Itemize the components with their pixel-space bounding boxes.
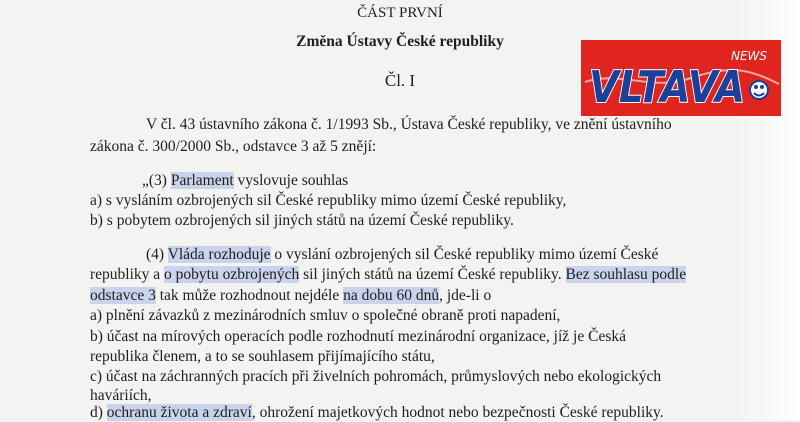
highlight-ochrana: ochranu života a zdraví (106, 404, 252, 421)
para4-item-c-line-2: haváriích, (90, 387, 152, 404)
highlight-odstavce: odstavce 3 (90, 287, 156, 304)
para4-item-c-line-1: c) účast na záchranných pracích při živelních pohromách, průmyslových nebo ekologických (90, 368, 662, 385)
document-title: Změna Ústavy České republiky (296, 33, 504, 50)
para3-item-b: b) s pobytem ozbrojených sil jiných států na území České republiky. (90, 212, 514, 229)
para4-item-b-line-2: republika členem, a to se souhlasem přijímajícího státu, (90, 348, 435, 365)
highlight-60-dnu: na dobu 60 dnů (343, 287, 440, 304)
part-heading: ČÁST PRVNÍ (357, 5, 443, 21)
para3-item-a: a) s vysláním ozbrojených sil České republiky mimo území České republiky, (90, 192, 567, 209)
intro-line-1: V čl. 43 ústavního zákona č. 1/1993 Sb., Ústava České republiky, ve znění ústavního (146, 116, 672, 133)
para4-line-3: odstavce 3 tak může rozhodnout nejdéle na dobu 60 dnů, jde-li o (90, 287, 492, 304)
highlight-pobyt: o pobytu ozbrojených (164, 266, 300, 283)
highlight-vlada: Vláda rozhoduje (167, 246, 271, 263)
para4-item-a: a) plnění závazků z mezinárodních smluv o společné obraně proti napadení, (90, 307, 561, 324)
para4-item-b-line-1: b) účast na mírových operacích podle rozhodnutí mezinárodní organizace, jíž je Česká (90, 328, 626, 345)
para3-heading: „(3) Parlament vyslovuje souhlas (142, 172, 349, 189)
highlight-parlament: Parlament (170, 172, 234, 189)
para4-line-1: (4) Vláda rozhoduje o vyslání ozbrojených sil České republiky mimo území České (146, 246, 659, 263)
logo-wordmark: VLTAVA (589, 62, 745, 113)
logo-news-label: NEWS (731, 49, 768, 63)
para4-item-d: d) ochranu života a zdraví, ohrožení majetkových hodnot nebo bezpečnosti České republiky. (90, 404, 664, 421)
highlight-bez-souhlasu: Bez souhlasu podle (565, 266, 687, 283)
article-heading: Čl. I (384, 71, 416, 90)
bird-icon (750, 81, 768, 99)
intro-line-2: zákona č. 300/2000 Sb., odstavce 3 až 5 znějí: (90, 138, 377, 155)
para4-line-2: republiky a o pobytu ozbrojených sil jiných států na území České republiky. Bez souhlasu podle (90, 266, 687, 283)
vltava-news-logo (581, 40, 781, 116)
vltava-logo-graphic (581, 40, 781, 116)
